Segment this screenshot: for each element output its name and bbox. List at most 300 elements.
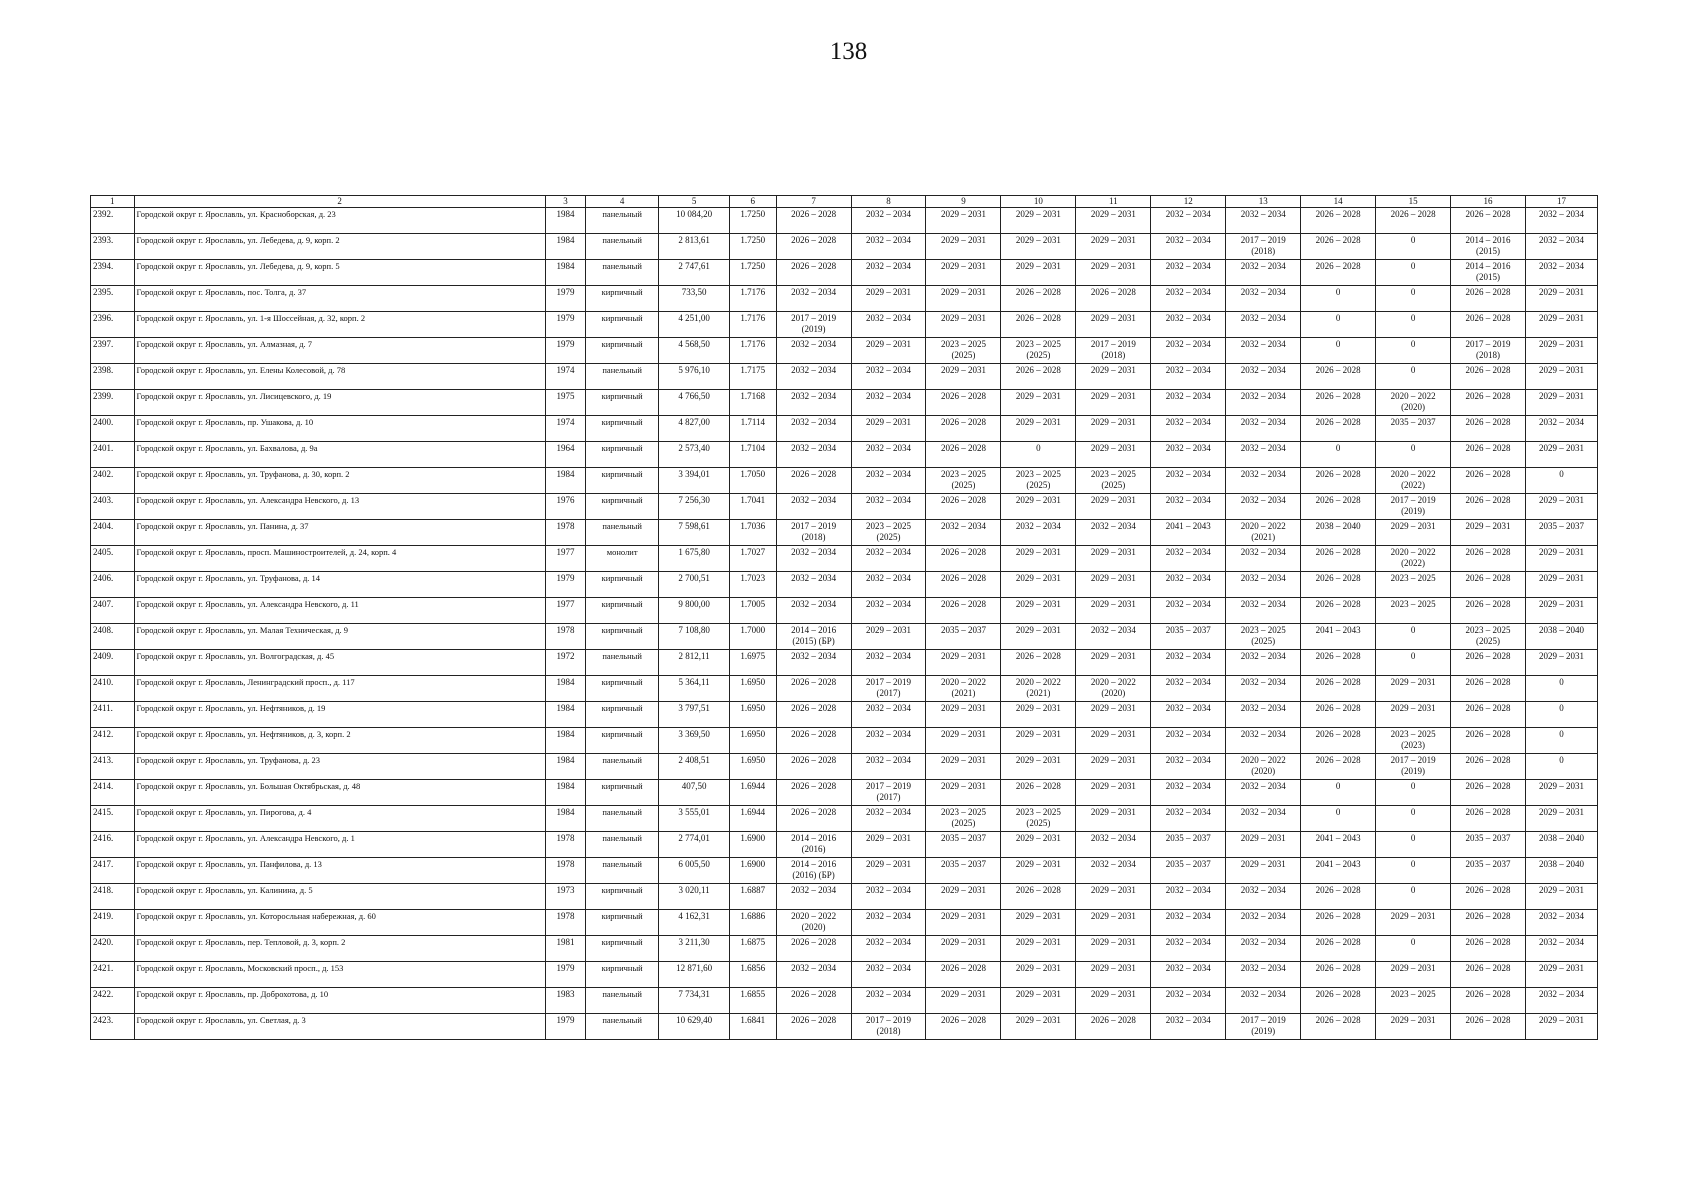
cell-period-9: 2029 – 2031 xyxy=(926,728,1001,754)
cell-period-12: 2035 – 2037 xyxy=(1151,624,1226,650)
cell-period-13: 2032 – 2034 xyxy=(1226,338,1301,364)
column-header: 2 xyxy=(134,196,545,208)
cell-wall-material: кирпичный xyxy=(586,702,659,728)
cell-period-9: 2029 – 2031 xyxy=(926,286,1001,312)
cell-period-16: 2026 – 2028 xyxy=(1451,468,1526,494)
cell-period-10: 2032 – 2034 xyxy=(1001,520,1076,546)
cell-period-16: 2026 – 2028 xyxy=(1451,494,1526,520)
cell-period-15: 0 xyxy=(1376,832,1451,858)
cell-period-15: 0 xyxy=(1376,364,1451,390)
cell-period-15: 2020 – 2022 (2022) xyxy=(1376,546,1451,572)
cell-address: Городской округ г. Ярославль, ул. Малая Техническая, д. 9 xyxy=(134,624,545,650)
cell-address: Городской округ г. Ярославль, ул. Александра Невского, д. 1 xyxy=(134,832,545,858)
cell-period-12: 2032 – 2034 xyxy=(1151,390,1226,416)
cell-address: Городской округ г. Ярославль, ул. Труфанова, д. 23 xyxy=(134,754,545,780)
cell-area: 7 256,30 xyxy=(659,494,730,520)
table-row xyxy=(91,884,1598,910)
cell-period-14: 2026 – 2028 xyxy=(1301,988,1376,1014)
cell-period-10: 2026 – 2028 xyxy=(1001,286,1076,312)
cell-period-16: 2014 – 2016 (2015) xyxy=(1451,260,1526,286)
cell-period-12: 2032 – 2034 xyxy=(1151,780,1226,806)
cell-period-17: 0 xyxy=(1525,468,1597,494)
cell-period-17: 2029 – 2031 xyxy=(1525,442,1597,468)
cell-period-7: 2032 – 2034 xyxy=(776,416,851,442)
cell-index: 1.6950 xyxy=(730,676,777,702)
housing-schedule-table xyxy=(90,195,1598,1040)
cell-area: 2 700,51 xyxy=(659,572,730,598)
cell-period-7: 2032 – 2034 xyxy=(776,364,851,390)
cell-row-number: 2398. xyxy=(91,364,135,390)
cell-row-number: 2421. xyxy=(91,962,135,988)
cell-wall-material: кирпичный xyxy=(586,416,659,442)
cell-period-7: 2026 – 2028 xyxy=(776,1014,851,1040)
cell-period-8: 2032 – 2034 xyxy=(851,728,926,754)
cell-period-17: 2029 – 2031 xyxy=(1525,572,1597,598)
cell-address: Городской округ г. Ярославль, ул. Нефтяников, д. 3, корп. 2 xyxy=(134,728,545,754)
cell-period-7: 2032 – 2034 xyxy=(776,884,851,910)
cell-period-10: 2023 – 2025 (2025) xyxy=(1001,338,1076,364)
table-row xyxy=(91,494,1598,520)
cell-address: Городской округ г. Ярославль, ул. Труфанова, д. 30, корп. 2 xyxy=(134,468,545,494)
cell-period-17: 2032 – 2034 xyxy=(1525,260,1597,286)
cell-address: Городской округ г. Ярославль, ул. Елены Колесовой, д. 78 xyxy=(134,364,545,390)
cell-period-14: 2026 – 2028 xyxy=(1301,702,1376,728)
table-row xyxy=(91,624,1598,650)
cell-period-11: 2026 – 2028 xyxy=(1076,1014,1151,1040)
cell-row-number: 2402. xyxy=(91,468,135,494)
cell-period-10: 2023 – 2025 (2025) xyxy=(1001,806,1076,832)
cell-index: 1.7041 xyxy=(730,494,777,520)
cell-period-17: 2032 – 2034 xyxy=(1525,208,1597,234)
cell-period-7: 2026 – 2028 xyxy=(776,936,851,962)
cell-period-15: 0 xyxy=(1376,650,1451,676)
cell-period-12: 2032 – 2034 xyxy=(1151,572,1226,598)
cell-area: 3 394,01 xyxy=(659,468,730,494)
cell-period-7: 2032 – 2034 xyxy=(776,338,851,364)
cell-wall-material: кирпичный xyxy=(586,624,659,650)
cell-index: 1.6887 xyxy=(730,884,777,910)
cell-period-8: 2029 – 2031 xyxy=(851,624,926,650)
table-row xyxy=(91,702,1598,728)
cell-period-13: 2032 – 2034 xyxy=(1226,728,1301,754)
cell-period-14: 2026 – 2028 xyxy=(1301,884,1376,910)
cell-period-15: 2023 – 2025 (2023) xyxy=(1376,728,1451,754)
cell-period-11: 2026 – 2028 xyxy=(1076,286,1151,312)
cell-period-9: 2020 – 2022 (2021) xyxy=(926,676,1001,702)
cell-period-7: 2026 – 2028 xyxy=(776,728,851,754)
cell-build-year: 1984 xyxy=(545,208,586,234)
cell-address: Городской округ г. Ярославль, ул. Лебедева, д. 9, корп. 2 xyxy=(134,234,545,260)
cell-period-17: 2029 – 2031 xyxy=(1525,312,1597,338)
cell-period-12: 2032 – 2034 xyxy=(1151,988,1226,1014)
cell-period-9: 2029 – 2031 xyxy=(926,780,1001,806)
cell-period-15: 0 xyxy=(1376,286,1451,312)
cell-address: Городской округ г. Ярославль, ул. Калинина, д. 5 xyxy=(134,884,545,910)
cell-period-17: 0 xyxy=(1525,728,1597,754)
cell-period-12: 2032 – 2034 xyxy=(1151,806,1226,832)
column-header: 11 xyxy=(1076,196,1151,208)
cell-build-year: 1979 xyxy=(545,338,586,364)
cell-period-14: 2041 – 2043 xyxy=(1301,832,1376,858)
cell-period-17: 2038 – 2040 xyxy=(1525,832,1597,858)
cell-index: 1.6950 xyxy=(730,754,777,780)
cell-build-year: 1984 xyxy=(545,676,586,702)
cell-period-14: 2026 – 2028 xyxy=(1301,962,1376,988)
cell-period-16: 2026 – 2028 xyxy=(1451,572,1526,598)
cell-index: 1.7250 xyxy=(730,208,777,234)
cell-period-9: 2029 – 2031 xyxy=(926,754,1001,780)
cell-period-12: 2032 – 2034 xyxy=(1151,234,1226,260)
cell-period-15: 2020 – 2022 (2020) xyxy=(1376,390,1451,416)
cell-wall-material: панельный xyxy=(586,988,659,1014)
cell-address: Городской округ г. Ярославль, пер. Тепловой, д. 3, корп. 2 xyxy=(134,936,545,962)
table-row xyxy=(91,416,1598,442)
cell-period-9: 2026 – 2028 xyxy=(926,1014,1001,1040)
cell-area: 2 813,61 xyxy=(659,234,730,260)
cell-period-10: 2026 – 2028 xyxy=(1001,364,1076,390)
cell-period-9: 2035 – 2037 xyxy=(926,832,1001,858)
cell-period-8: 2032 – 2034 xyxy=(851,260,926,286)
cell-address: Городской округ г. Ярославль, ул. Светлая, д. 3 xyxy=(134,1014,545,1040)
cell-period-8: 2032 – 2034 xyxy=(851,884,926,910)
cell-period-10: 2020 – 2022 (2021) xyxy=(1001,676,1076,702)
cell-period-8: 2032 – 2034 xyxy=(851,364,926,390)
cell-build-year: 1984 xyxy=(545,728,586,754)
table-row xyxy=(91,286,1598,312)
cell-period-14: 2026 – 2028 xyxy=(1301,546,1376,572)
cell-row-number: 2408. xyxy=(91,624,135,650)
cell-period-17: 2029 – 2031 xyxy=(1525,364,1597,390)
cell-period-16: 2026 – 2028 xyxy=(1451,312,1526,338)
cell-period-16: 2035 – 2037 xyxy=(1451,858,1526,884)
cell-period-9: 2026 – 2028 xyxy=(926,598,1001,624)
cell-address: Городской округ г. Ярославль, Московский просп., д. 153 xyxy=(134,962,545,988)
cell-period-15: 2029 – 2031 xyxy=(1376,910,1451,936)
cell-period-14: 2026 – 2028 xyxy=(1301,910,1376,936)
cell-period-13: 2032 – 2034 xyxy=(1226,910,1301,936)
cell-index: 1.6975 xyxy=(730,650,777,676)
cell-period-9: 2035 – 2037 xyxy=(926,858,1001,884)
cell-build-year: 1972 xyxy=(545,650,586,676)
cell-wall-material: панельный xyxy=(586,806,659,832)
cell-build-year: 1977 xyxy=(545,546,586,572)
cell-row-number: 2419. xyxy=(91,910,135,936)
cell-address: Городской округ г. Ярославль, ул. Которосльная набережная, д. 60 xyxy=(134,910,545,936)
cell-row-number: 2395. xyxy=(91,286,135,312)
cell-period-10: 2026 – 2028 xyxy=(1001,650,1076,676)
cell-address: Городской округ г. Ярославль, ул. Нефтяников, д. 19 xyxy=(134,702,545,728)
cell-period-8: 2032 – 2034 xyxy=(851,598,926,624)
cell-period-8: 2032 – 2034 xyxy=(851,936,926,962)
cell-address: Городской округ г. Ярославль, просп. Машиностроителей, д. 24, корп. 4 xyxy=(134,546,545,572)
cell-period-16: 2026 – 2028 xyxy=(1451,702,1526,728)
cell-period-15: 2026 – 2028 xyxy=(1376,208,1451,234)
cell-period-16: 2029 – 2031 xyxy=(1451,520,1526,546)
cell-period-16: 2026 – 2028 xyxy=(1451,546,1526,572)
table-row xyxy=(91,806,1598,832)
cell-index: 1.6950 xyxy=(730,702,777,728)
cell-address: Городской округ г. Ярославль, ул. Труфанова, д. 14 xyxy=(134,572,545,598)
cell-period-8: 2032 – 2034 xyxy=(851,442,926,468)
cell-period-11: 2029 – 2031 xyxy=(1076,988,1151,1014)
cell-period-14: 2041 – 2043 xyxy=(1301,624,1376,650)
cell-period-8: 2032 – 2034 xyxy=(851,234,926,260)
cell-period-12: 2032 – 2034 xyxy=(1151,754,1226,780)
cell-period-9: 2026 – 2028 xyxy=(926,390,1001,416)
cell-period-10: 2029 – 2031 xyxy=(1001,988,1076,1014)
cell-period-17: 2032 – 2034 xyxy=(1525,936,1597,962)
cell-period-16: 2026 – 2028 xyxy=(1451,988,1526,1014)
cell-period-8: 2032 – 2034 xyxy=(851,468,926,494)
cell-address: Городской округ г. Ярославль, пос. Толга, д. 37 xyxy=(134,286,545,312)
cell-period-8: 2032 – 2034 xyxy=(851,208,926,234)
cell-period-14: 2026 – 2028 xyxy=(1301,754,1376,780)
cell-row-number: 2394. xyxy=(91,260,135,286)
cell-period-17: 2029 – 2031 xyxy=(1525,962,1597,988)
cell-period-9: 2029 – 2031 xyxy=(926,936,1001,962)
cell-area: 4 766,50 xyxy=(659,390,730,416)
cell-build-year: 1978 xyxy=(545,520,586,546)
cell-period-9: 2023 – 2025 (2025) xyxy=(926,338,1001,364)
cell-row-number: 2409. xyxy=(91,650,135,676)
cell-period-12: 2032 – 2034 xyxy=(1151,598,1226,624)
cell-period-8: 2032 – 2034 xyxy=(851,754,926,780)
cell-area: 3 211,30 xyxy=(659,936,730,962)
cell-period-10: 2029 – 2031 xyxy=(1001,260,1076,286)
cell-period-16: 2026 – 2028 xyxy=(1451,416,1526,442)
column-header: 13 xyxy=(1226,196,1301,208)
cell-period-13: 2032 – 2034 xyxy=(1226,286,1301,312)
cell-period-10: 2029 – 2031 xyxy=(1001,1014,1076,1040)
cell-period-15: 0 xyxy=(1376,312,1451,338)
cell-period-12: 2032 – 2034 xyxy=(1151,416,1226,442)
cell-period-16: 2026 – 2028 xyxy=(1451,598,1526,624)
cell-period-14: 2026 – 2028 xyxy=(1301,494,1376,520)
cell-period-8: 2032 – 2034 xyxy=(851,572,926,598)
cell-period-9: 2026 – 2028 xyxy=(926,546,1001,572)
cell-period-9: 2023 – 2025 (2025) xyxy=(926,468,1001,494)
cell-wall-material: кирпичный xyxy=(586,936,659,962)
cell-index: 1.6841 xyxy=(730,1014,777,1040)
cell-wall-material: монолит xyxy=(586,546,659,572)
cell-period-7: 2014 – 2016 (2015) (БР) xyxy=(776,624,851,650)
cell-area: 7 108,80 xyxy=(659,624,730,650)
cell-period-14: 2038 – 2040 xyxy=(1301,520,1376,546)
cell-period-16: 2026 – 2028 xyxy=(1451,390,1526,416)
cell-period-8: 2029 – 2031 xyxy=(851,832,926,858)
cell-wall-material: панельный xyxy=(586,832,659,858)
cell-period-7: 2032 – 2034 xyxy=(776,962,851,988)
cell-period-13: 2032 – 2034 xyxy=(1226,312,1301,338)
cell-period-11: 2029 – 2031 xyxy=(1076,598,1151,624)
cell-wall-material: кирпичный xyxy=(586,780,659,806)
table-row xyxy=(91,208,1598,234)
cell-period-14: 2026 – 2028 xyxy=(1301,676,1376,702)
cell-area: 1 675,80 xyxy=(659,546,730,572)
cell-period-15: 2020 – 2022 (2022) xyxy=(1376,468,1451,494)
table-row xyxy=(91,936,1598,962)
cell-period-8: 2029 – 2031 xyxy=(851,858,926,884)
cell-period-10: 2029 – 2031 xyxy=(1001,702,1076,728)
cell-wall-material: кирпичный xyxy=(586,312,659,338)
cell-period-7: 2026 – 2028 xyxy=(776,988,851,1014)
cell-wall-material: панельный xyxy=(586,364,659,390)
cell-period-12: 2032 – 2034 xyxy=(1151,260,1226,286)
cell-index: 1.7104 xyxy=(730,442,777,468)
cell-address: Городской округ г. Ярославль, ул. Лисицевского, д. 19 xyxy=(134,390,545,416)
cell-period-11: 2029 – 2031 xyxy=(1076,364,1151,390)
cell-period-12: 2032 – 2034 xyxy=(1151,364,1226,390)
cell-row-number: 2420. xyxy=(91,936,135,962)
column-header: 14 xyxy=(1301,196,1376,208)
cell-period-8: 2032 – 2034 xyxy=(851,650,926,676)
cell-build-year: 1978 xyxy=(545,858,586,884)
column-header: 6 xyxy=(730,196,777,208)
cell-period-12: 2032 – 2034 xyxy=(1151,546,1226,572)
cell-period-11: 2029 – 2031 xyxy=(1076,208,1151,234)
cell-period-14: 2026 – 2028 xyxy=(1301,1014,1376,1040)
cell-row-number: 2393. xyxy=(91,234,135,260)
cell-period-15: 2017 – 2019 (2019) xyxy=(1376,494,1451,520)
column-header: 9 xyxy=(926,196,1001,208)
cell-period-14: 2026 – 2028 xyxy=(1301,728,1376,754)
cell-address: Городской округ г. Ярославль, ул. Краснобоpская, д. 23 xyxy=(134,208,545,234)
cell-period-15: 2029 – 2031 xyxy=(1376,962,1451,988)
cell-period-9: 2026 – 2028 xyxy=(926,442,1001,468)
cell-index: 1.7175 xyxy=(730,364,777,390)
cell-period-17: 2029 – 2031 xyxy=(1525,390,1597,416)
cell-period-9: 2032 – 2034 xyxy=(926,520,1001,546)
cell-wall-material: кирпичный xyxy=(586,676,659,702)
cell-period-7: 2032 – 2034 xyxy=(776,442,851,468)
cell-period-9: 2026 – 2028 xyxy=(926,962,1001,988)
cell-row-number: 2423. xyxy=(91,1014,135,1040)
table-row xyxy=(91,442,1598,468)
cell-period-9: 2026 – 2028 xyxy=(926,494,1001,520)
cell-period-10: 2023 – 2025 (2025) xyxy=(1001,468,1076,494)
cell-period-16: 2026 – 2028 xyxy=(1451,650,1526,676)
cell-period-13: 2017 – 2019 (2018) xyxy=(1226,234,1301,260)
cell-period-12: 2032 – 2034 xyxy=(1151,442,1226,468)
table-row xyxy=(91,338,1598,364)
cell-period-12: 2032 – 2034 xyxy=(1151,676,1226,702)
cell-period-16: 2026 – 2028 xyxy=(1451,754,1526,780)
cell-row-number: 2392. xyxy=(91,208,135,234)
cell-area: 3 020,11 xyxy=(659,884,730,910)
cell-period-12: 2035 – 2037 xyxy=(1151,832,1226,858)
cell-period-12: 2032 – 2034 xyxy=(1151,338,1226,364)
cell-period-13: 2032 – 2034 xyxy=(1226,546,1301,572)
cell-period-16: 2026 – 2028 xyxy=(1451,806,1526,832)
cell-period-13: 2032 – 2034 xyxy=(1226,884,1301,910)
column-header: 15 xyxy=(1376,196,1451,208)
cell-build-year: 1978 xyxy=(545,910,586,936)
cell-build-year: 1984 xyxy=(545,780,586,806)
cell-index: 1.7250 xyxy=(730,260,777,286)
cell-row-number: 2400. xyxy=(91,416,135,442)
cell-period-15: 0 xyxy=(1376,260,1451,286)
cell-period-7: 2032 – 2034 xyxy=(776,650,851,676)
table-row xyxy=(91,312,1598,338)
cell-period-14: 2026 – 2028 xyxy=(1301,468,1376,494)
cell-period-13: 2029 – 2031 xyxy=(1226,832,1301,858)
cell-build-year: 1979 xyxy=(545,1014,586,1040)
cell-period-17: 2029 – 2031 xyxy=(1525,598,1597,624)
cell-period-10: 2026 – 2028 xyxy=(1001,312,1076,338)
cell-period-16: 2026 – 2028 xyxy=(1451,884,1526,910)
cell-period-7: 2014 – 2016 (2016) xyxy=(776,832,851,858)
cell-period-9: 2026 – 2028 xyxy=(926,572,1001,598)
cell-period-8: 2032 – 2034 xyxy=(851,962,926,988)
column-header: 7 xyxy=(776,196,851,208)
cell-period-7: 2026 – 2028 xyxy=(776,806,851,832)
cell-build-year: 1975 xyxy=(545,390,586,416)
cell-period-16: 2026 – 2028 xyxy=(1451,676,1526,702)
column-header: 5 xyxy=(659,196,730,208)
cell-period-10: 2029 – 2031 xyxy=(1001,624,1076,650)
cell-wall-material: кирпичный xyxy=(586,572,659,598)
cell-period-13: 2017 – 2019 (2019) xyxy=(1226,1014,1301,1040)
cell-period-14: 2026 – 2028 xyxy=(1301,572,1376,598)
cell-period-13: 2032 – 2034 xyxy=(1226,598,1301,624)
cell-area: 4 827,00 xyxy=(659,416,730,442)
cell-period-12: 2032 – 2034 xyxy=(1151,468,1226,494)
table-row xyxy=(91,650,1598,676)
cell-row-number: 2411. xyxy=(91,702,135,728)
cell-period-8: 2032 – 2034 xyxy=(851,910,926,936)
cell-period-17: 2029 – 2031 xyxy=(1525,884,1597,910)
cell-period-16: 2026 – 2028 xyxy=(1451,962,1526,988)
cell-period-15: 0 xyxy=(1376,936,1451,962)
cell-period-16: 2026 – 2028 xyxy=(1451,364,1526,390)
cell-period-15: 2029 – 2031 xyxy=(1376,676,1451,702)
cell-area: 5 364,11 xyxy=(659,676,730,702)
cell-period-17: 0 xyxy=(1525,754,1597,780)
cell-area: 2 747,61 xyxy=(659,260,730,286)
cell-period-12: 2032 – 2034 xyxy=(1151,312,1226,338)
cell-period-15: 2035 – 2037 xyxy=(1376,416,1451,442)
cell-period-14: 2026 – 2028 xyxy=(1301,650,1376,676)
cell-period-10: 2029 – 2031 xyxy=(1001,728,1076,754)
cell-period-14: 0 xyxy=(1301,286,1376,312)
cell-period-14: 2026 – 2028 xyxy=(1301,260,1376,286)
cell-period-7: 2026 – 2028 xyxy=(776,208,851,234)
cell-period-13: 2032 – 2034 xyxy=(1226,650,1301,676)
cell-period-11: 2029 – 2031 xyxy=(1076,936,1151,962)
cell-build-year: 1981 xyxy=(545,936,586,962)
cell-address: Городской округ г. Ярославль, ул. Волгоградская, д. 45 xyxy=(134,650,545,676)
cell-address: Городской округ г. Ярославль, ул. Александра Невского, д. 11 xyxy=(134,598,545,624)
cell-period-15: 0 xyxy=(1376,338,1451,364)
cell-area: 407,50 xyxy=(659,780,730,806)
cell-area: 7 734,31 xyxy=(659,988,730,1014)
cell-period-10: 0 xyxy=(1001,442,1076,468)
cell-wall-material: панельный xyxy=(586,520,659,546)
cell-address: Городской округ г. Ярославль, ул. 1-я Шоссейная, д. 32, корп. 2 xyxy=(134,312,545,338)
cell-period-16: 2035 – 2037 xyxy=(1451,832,1526,858)
cell-period-7: 2026 – 2028 xyxy=(776,468,851,494)
cell-period-13: 2032 – 2034 xyxy=(1226,416,1301,442)
cell-period-8: 2029 – 2031 xyxy=(851,416,926,442)
cell-period-11: 2029 – 2031 xyxy=(1076,884,1151,910)
column-header: 12 xyxy=(1151,196,1226,208)
cell-build-year: 1974 xyxy=(545,416,586,442)
cell-period-12: 2032 – 2034 xyxy=(1151,936,1226,962)
cell-wall-material: кирпичный xyxy=(586,598,659,624)
cell-period-15: 0 xyxy=(1376,858,1451,884)
cell-period-17: 2029 – 2031 xyxy=(1525,650,1597,676)
cell-index: 1.6900 xyxy=(730,858,777,884)
